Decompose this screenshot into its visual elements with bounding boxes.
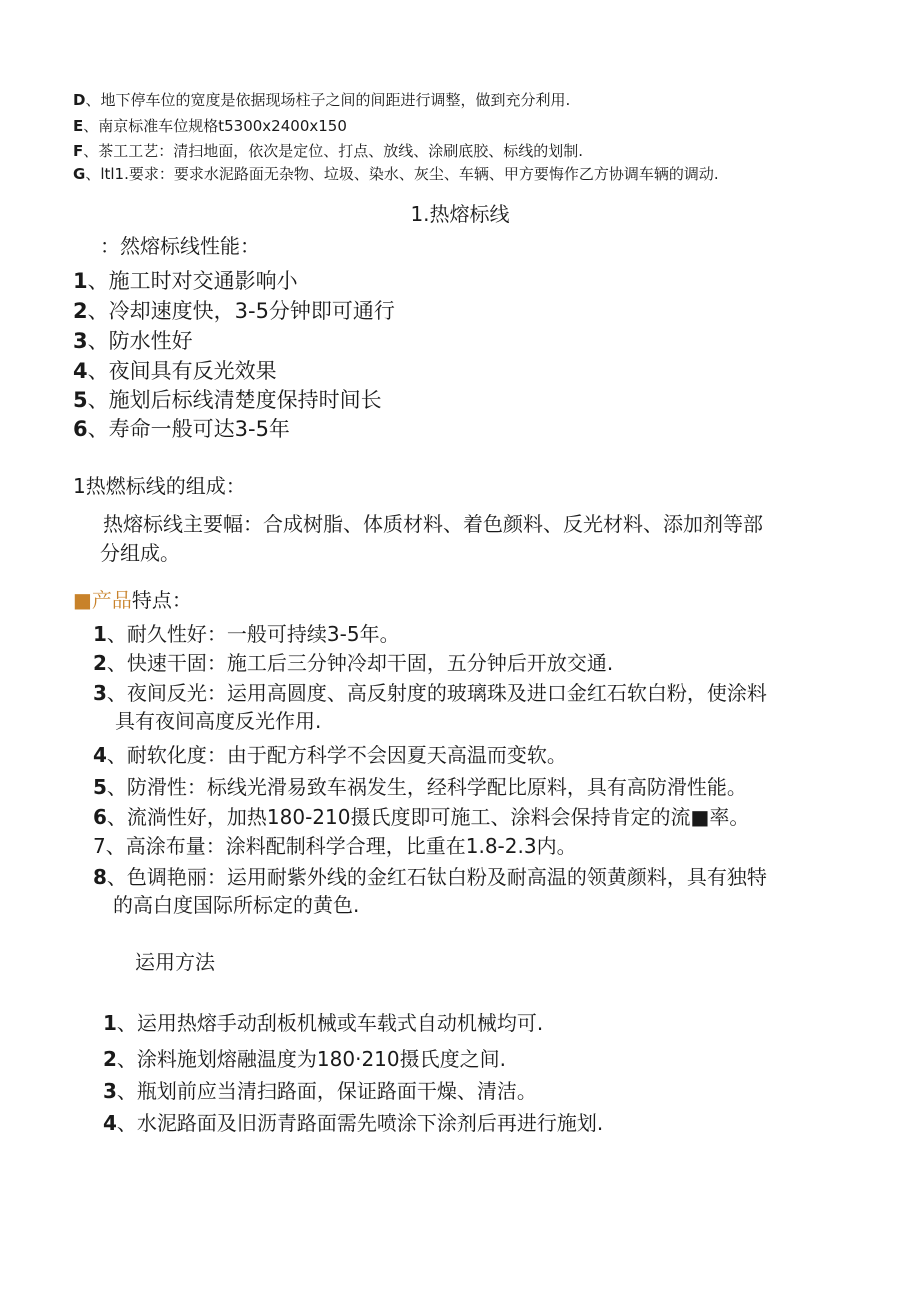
item-number: 3 <box>103 1079 117 1103</box>
item-text: 、防水性好 <box>87 329 193 353</box>
section-subtitle: ：然熔标线性能： <box>100 234 260 258</box>
item-text: 、耐久性好：一般可持续3-5年。 <box>106 622 400 646</box>
item-text: 、高涂布量：涂料配制科学合理，比重在1.8-2.3内。 <box>105 834 577 858</box>
list-item <box>93 647 613 676</box>
item-text: 、冷却速度快，3-5分钟即可通行 <box>87 299 395 323</box>
list-item <box>73 384 382 414</box>
item-number: 5 <box>93 775 107 799</box>
note-text: 、地下停车位的宽度是依据现场柱子之间的间距进行调整，做到充分利用. <box>85 91 571 109</box>
item-text: 、防滑性：标线光滑易致车祸发生，经科学配比原料，具有高防滑性能。 <box>106 775 747 799</box>
item-number: 1 <box>93 622 107 646</box>
list-item <box>73 295 395 325</box>
item-text: 、耐软化度：由于配方科学不会因夏天高温而变软。 <box>106 743 567 767</box>
item-text: 、寿命一般可达3-5年 <box>87 417 290 441</box>
list-item-cont <box>113 889 359 918</box>
item-text: 、施工时对交通影响小 <box>87 269 298 293</box>
note-text: 、ltl1.要求：要求水泥路面无杂物、垃圾、染水、灰尘、车辆、甲方要悔作乙方协调车辆的调动. <box>85 165 719 183</box>
note-label: E <box>73 117 84 135</box>
list-item <box>103 1107 603 1136</box>
list-item <box>93 801 749 830</box>
item-text: 的高白度国际所标定的黄色. <box>113 893 360 917</box>
item-number: 7 <box>93 834 106 858</box>
note-label: F <box>73 142 84 160</box>
list-item <box>93 677 767 706</box>
list-item <box>103 1043 506 1072</box>
list-item <box>73 413 290 443</box>
list-item-cont <box>115 705 321 734</box>
item-text: 、水泥路面及旧沥青路面需先喷涂下涂剂后再进行施划. <box>116 1111 604 1135</box>
item-text: 、施划后标线清楚度保持时间长 <box>87 388 382 412</box>
item-text: 、色调艳丽：运用耐紫外线的金红石钛白粉及耐高温的领黄颜料，具有独特 <box>106 865 767 889</box>
item-number: 3 <box>73 329 88 353</box>
item-text: 、瓶划前应当清扫路面，保证路面干燥、清洁。 <box>116 1079 537 1103</box>
list-item <box>93 830 577 859</box>
item-number: 1 <box>103 1011 117 1035</box>
item-number: 6 <box>73 417 88 441</box>
composition-text-cont: 分组成。 <box>100 541 180 565</box>
item-text: 、快速干固：施工后三分钟冷却干固，五分钟后开放交通. <box>106 651 614 675</box>
composition-text: 热熔标线主要幅：合成树脂、体质材料、着色颜料、反光材料、添加剂等部 <box>103 512 763 536</box>
features-heading <box>73 584 192 613</box>
note-text: 、茶工工艺：清扫地面，依次是定位、打点、放线、涂刷底胶、标线的划制. <box>83 142 584 160</box>
note-text: 、南京标准车位规格t5300x2400x150 <box>83 117 347 135</box>
item-number: 3 <box>93 681 107 705</box>
note-label: D <box>73 91 86 109</box>
item-number: 4 <box>103 1111 117 1135</box>
item-number: 2 <box>103 1047 117 1071</box>
item-number: 1 <box>73 269 88 293</box>
item-number: 5 <box>73 388 88 412</box>
note-g <box>73 163 719 184</box>
item-number: 2 <box>73 299 88 323</box>
list-item <box>103 1075 537 1104</box>
list-item <box>73 355 277 385</box>
item-text: 、夜间反光：运用高圆度、高反射度的玻璃珠及进口金红石软白粉，使涂料 <box>106 681 767 705</box>
item-text: 具有夜间高度反光作用. <box>115 709 322 733</box>
item-text: 、夜间具有反光效果 <box>87 359 277 383</box>
item-number: 4 <box>93 743 107 767</box>
list-item <box>73 325 193 355</box>
list-item <box>93 739 567 768</box>
item-text: 、运用热熔手动刮板机械或车载式自动机械均可. <box>116 1011 544 1035</box>
section-title: 1.热熔标线 <box>410 202 510 226</box>
item-number: 6 <box>93 805 107 829</box>
item-number: 8 <box>93 865 107 889</box>
composition-heading: 1热燃标线的组成： <box>73 474 246 498</box>
item-number: 4 <box>73 359 88 383</box>
list-item <box>73 265 298 295</box>
list-item <box>93 618 400 647</box>
note-d <box>73 89 570 110</box>
features-heading-text: 特点： <box>131 588 192 612</box>
note-f <box>73 140 583 161</box>
item-text: 、流淌性好，加热180-210摄氏度即可施工、涂料会保持肯定的流■率。 <box>106 805 750 829</box>
list-item <box>93 771 747 800</box>
features-heading-accent: ■产品 <box>73 588 132 612</box>
note-e <box>73 115 347 136</box>
list-item <box>93 861 767 890</box>
item-text: 、涂料施划熔融温度为180·210摄氏度之间. <box>116 1047 506 1071</box>
note-label: G <box>73 165 86 183</box>
item-number: 2 <box>93 651 107 675</box>
list-item <box>103 1007 543 1036</box>
usage-title: 运用方法 <box>135 950 215 974</box>
